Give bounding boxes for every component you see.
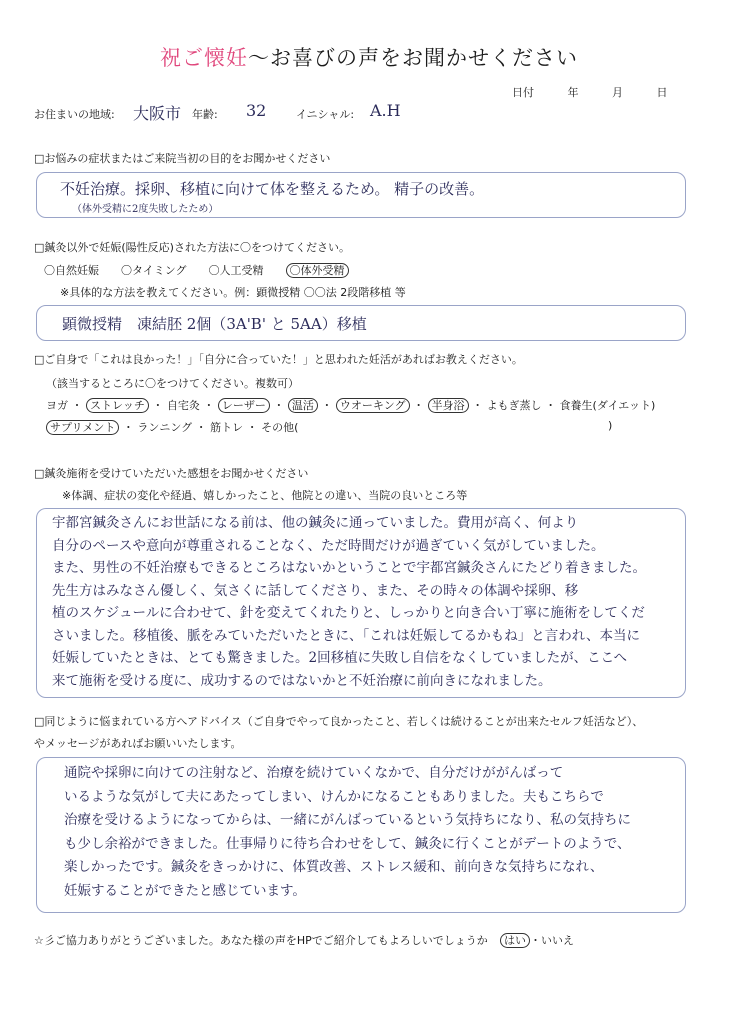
option-artificial[interactable]: 〇人工受精 xyxy=(208,264,264,277)
q4-line: 来て施術を受ける度に、成功するのではないかと不妊治療に前向きになれました。 xyxy=(52,672,552,689)
choice-training[interactable]: 筋トレ xyxy=(210,421,244,434)
q5-line: 通院や採卵に向けての注射など、治療を続けていくなかで、自分だけががんばって xyxy=(64,765,564,781)
footer-question: ☆彡ご協力ありがとうございました。あなた様の声をHPでご紹介してもよろしいでしょうか xyxy=(34,934,488,947)
initial-value: A.H xyxy=(370,101,401,120)
option-natural[interactable]: 〇自然妊娠 xyxy=(44,264,99,277)
q2-detail-label: ※具体的な方法を教えてください。例：顕微授精 〇〇法 2段階移植 等 xyxy=(60,286,406,299)
choice-halfbath-circled[interactable]: 半身浴 xyxy=(428,398,469,413)
region-value: 大阪市 xyxy=(133,104,182,123)
choice-supplement-circled[interactable]: サプリメント xyxy=(46,420,119,435)
q2-options xyxy=(44,262,371,278)
choice-walking-circled[interactable]: ウオーキング xyxy=(336,398,410,413)
choice-moxa[interactable]: 自宅灸 xyxy=(166,399,200,412)
q4-line: 植のスケジュールに合わせて、針を変えてくれたりと、しっかりと向き合い丁寧に施術をしてくだ xyxy=(52,605,645,621)
q3-other-close: ) xyxy=(608,419,613,432)
title-rest: 〜お喜びの声をお聞かせください xyxy=(248,46,578,70)
q2-detail-answer: 顕微授精 凍結胚 2個（3A'B' と 5AA）移植 xyxy=(62,315,367,333)
choice-yoga[interactable]: ヨガ xyxy=(46,399,68,412)
option-timing[interactable]: 〇タイミング xyxy=(121,264,187,277)
choice-laser-circled[interactable]: レーザー xyxy=(218,398,270,413)
choice-warming-circled[interactable]: 温活 xyxy=(288,398,318,413)
q1-answer: 不妊治療。採卵、移植に向けて体を整えるため。 精子の改善。 xyxy=(60,180,485,198)
q4-line: 先生方はみなさん優しく、気さくに話してくださり、また、その時々の体調や採卵、移 xyxy=(52,582,579,599)
age-label: 年齢: xyxy=(192,108,218,121)
yes-option-circled[interactable]: はい xyxy=(500,933,530,948)
q4-line: 自分のペースや意向が尊重されることなく、ただ時間だけが過ぎていく気がしていました。 xyxy=(52,537,605,554)
q5-label-2: やメッセージがあればお願いいたします。 xyxy=(34,737,242,750)
q3-sub: （該当するところに〇をつけてください。複数可） xyxy=(46,377,299,390)
initial-label: イニシャル: xyxy=(296,108,355,121)
q5-line: 治療を受けるようになってからは、一緒にがんばっているという気持ちになり、私の気持ちに xyxy=(64,812,631,828)
region-label: お住まいの地域: xyxy=(34,108,115,121)
footer-answer: はい ・いいえ xyxy=(500,932,574,948)
q1-label: □お悩みの症状またはご来院当初の目的をお聞かせください xyxy=(34,152,331,165)
choice-running[interactable]: ランニング xyxy=(137,421,193,434)
q4-line: さいました。移植後、脈をみていただいたときに、「これは妊娠してるかもね」と言われ、本当に xyxy=(52,627,641,644)
q1-note: （体外受精に2度失敗したため） xyxy=(72,204,219,215)
q3-label: □ご自身で「これは良かった！」「自分に合っていた！」と思われた妊活があればお教えください。 xyxy=(34,353,523,366)
date-label: 日付 年 月 日 xyxy=(512,86,668,99)
age-value: 32 xyxy=(246,101,267,120)
no-option[interactable]: いいえ xyxy=(541,934,574,947)
choice-stretch-circled[interactable]: ストレッチ xyxy=(86,398,149,413)
choice-diet[interactable]: 食養生(ダイエット) xyxy=(559,399,656,412)
q4-line: 妊娠していたときは、とても驚きました。2回移植に失敗し自信をなくしていましたが、ここへ xyxy=(52,650,628,666)
q5-answer xyxy=(64,762,676,903)
q2-label: □鍼灸以外で妊娠(陽性反応)された方法に〇をつけてください。 xyxy=(34,241,350,254)
form-title xyxy=(0,42,738,72)
q4-sub: ※体調、症状の変化や経過、嬉しかったこと、他院との違い、当院の良いところ等 xyxy=(62,489,468,502)
q4-line: また、男性の不妊治療もできるところはないかということで宇都宮鍼灸さんにたどり着きました。 xyxy=(52,560,646,576)
option-ivf-circled[interactable]: 〇体外受精 xyxy=(286,263,349,278)
choice-other[interactable]: その他( xyxy=(261,421,299,434)
q5-label-1: □同じように悩まれている方へアドバイス（ご自身でやって良かったこと、若しくは続けることが出来たセルフ妊活など）、 xyxy=(34,715,644,728)
q3-line2: サプリメント ・ ランニング ・ 筋トレ ・ その他( xyxy=(46,419,298,435)
q4-label: □鍼灸施術を受けていただいた感想をお聞かせください xyxy=(34,467,309,480)
q3-line1: ヨガ ・ ストレッチ ・ 自宅灸 ・ レーザー ・ 温活 ・ ウオーキング ・ 半身浴 ・ よもぎ蒸し ・ 食養生(ダイエット) xyxy=(46,399,656,412)
q5-line: も少し余裕ができました。仕事帰りに待ち合わせをして、鍼灸に行くことがデートのようで、 xyxy=(64,835,631,852)
q5-line: 妊娠することができたと感じています。 xyxy=(64,882,306,899)
q5-line: 楽しかったです。鍼灸をきっかけに、体質改善、ストレス緩和、前向きな気持ちになれ、 xyxy=(64,859,604,875)
title-accent: 祝ご懐妊 xyxy=(160,46,248,70)
q4-line: 宇都宮鍼灸さんにお世話になる前は、他の鍼灸に通っていました。費用が高く、何より xyxy=(52,515,579,531)
choice-yomogi[interactable]: よもぎ蒸し xyxy=(486,399,542,412)
q4-answer xyxy=(52,512,676,692)
q5-line: いるような気がして夫にあたってしまい、けんかになることもありました。夫もこちらで xyxy=(64,788,604,805)
